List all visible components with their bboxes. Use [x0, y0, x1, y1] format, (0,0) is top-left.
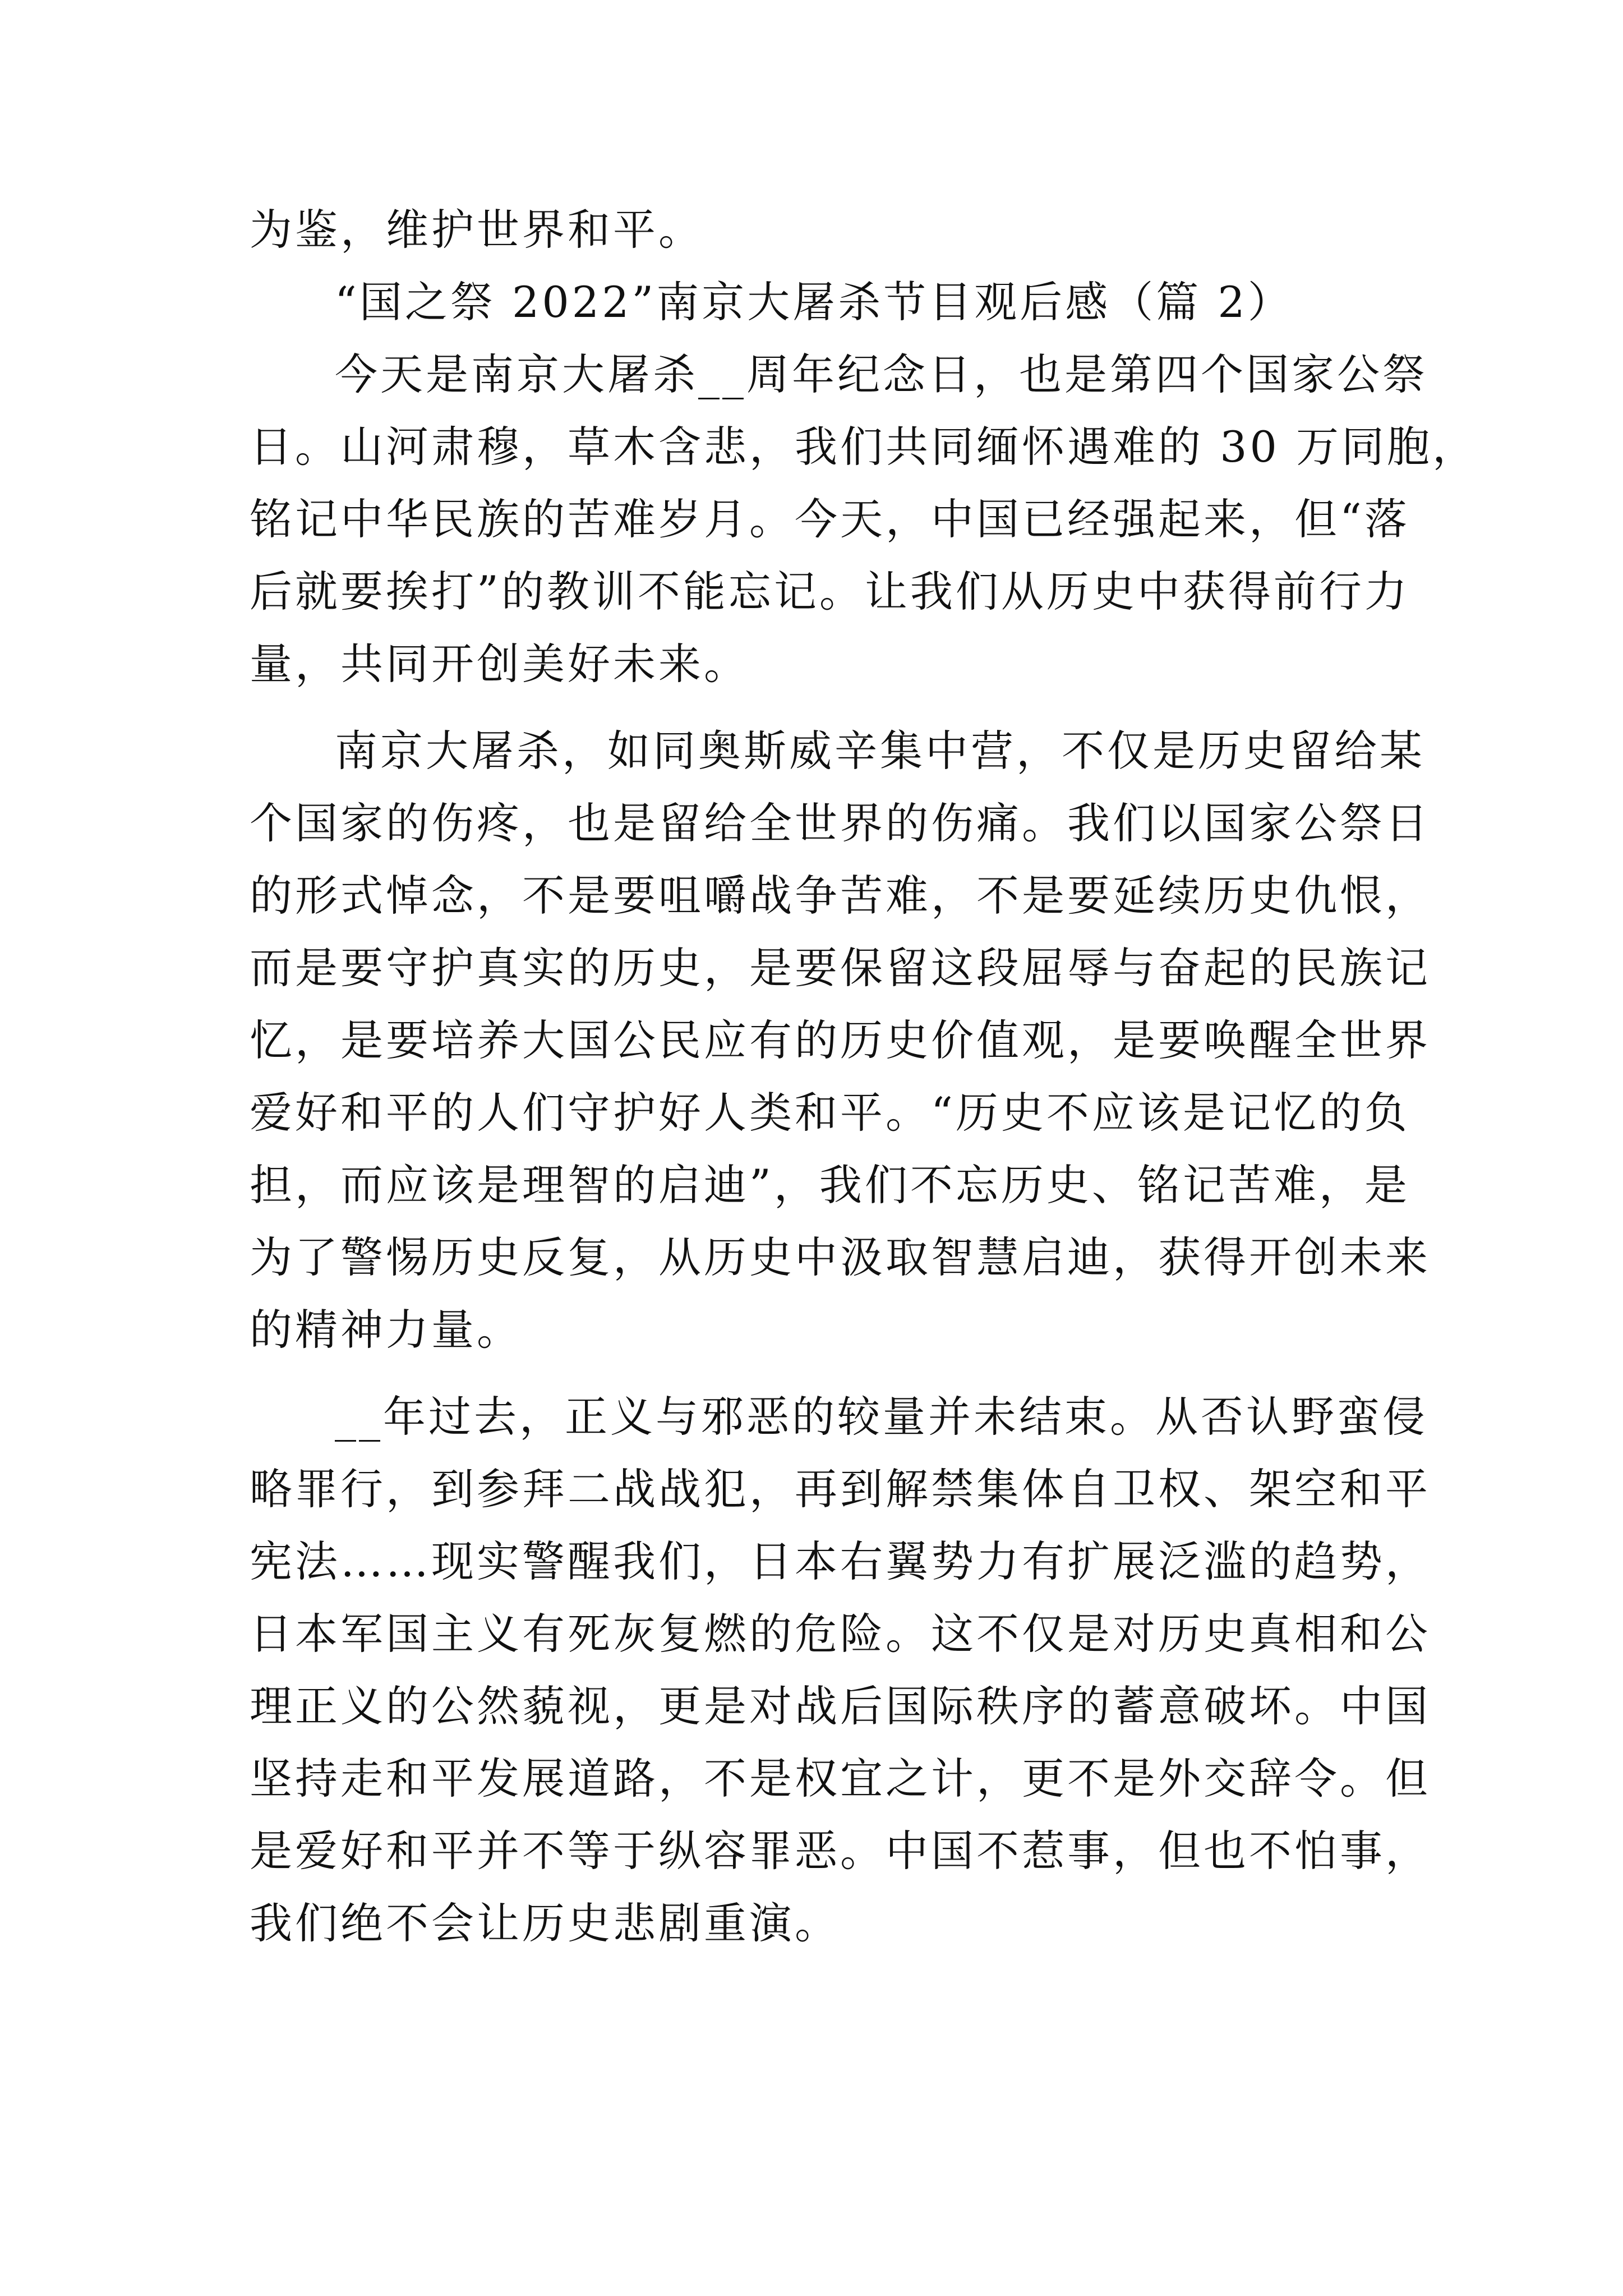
- paragraph-3: [250, 1381, 1431, 1959]
- text-line: 日。山河肃穆，草木含悲，我们共同缅怀遇难的 30 万同胞，: [250, 422, 1478, 472]
- paragraph-2: [250, 715, 1431, 1366]
- paragraph-1: [250, 338, 1478, 700]
- text-line: 理正义的公然藐视，更是对战后国际秩序的蓄意破坏。中国: [250, 1681, 1431, 1731]
- text-line: 而是要守护真实的历史，是要保留这段屈辱与奋起的民族记: [250, 943, 1431, 993]
- text-line: 坚持走和平发展道路，不是权宜之计，更不是外交辞令。但: [250, 1754, 1431, 1803]
- text-line: 宪法……现实警醒我们，日本右翼势力有扩展泛滥的趋势，: [250, 1536, 1431, 1586]
- text-line: 日本军国主义有死灰复燃的危险。这不仅是对历史真相和公: [250, 1609, 1431, 1659]
- text-line: 南京大屠杀，如同奥斯威辛集中营，不仅是历史留给某: [335, 726, 1425, 776]
- text-line: 个国家的伤疼，也是留给全世界的伤痛。我们以国家公祭日: [250, 798, 1431, 848]
- text-line: 为鉴，维护世界和平。: [250, 205, 704, 255]
- document-body: [250, 194, 1478, 1959]
- text-line: 今天是南京大屠杀__周年纪念日，也是第四个国家公祭: [335, 349, 1428, 399]
- text-line: 量，共同开创美好未来。: [250, 639, 749, 689]
- text-line: 是爱好和平并不等于纵容罪恶。中国不惹事，但也不怕事，: [250, 1826, 1431, 1876]
- section-title: [250, 266, 1382, 338]
- text-line: 的精神力量。: [250, 1305, 522, 1355]
- text-line: 的形式悼念，不是要咀嚼战争苦难，不是要延续历史仇恨，: [250, 871, 1431, 921]
- text-line: 后就要挨打”的教训不能忘记。让我们从历史中获得前行力: [250, 567, 1410, 616]
- text-line: 担，而应该是理智的启迪”，我们不忘历史、铭记苦难，是: [250, 1160, 1410, 1210]
- text-line: 爱好和平的人们守护好人类和平。“历史不应该是记忆的负: [250, 1088, 1410, 1138]
- continuation-paragraph: [250, 194, 1382, 266]
- text-line: 铭记中华民族的苦难岁月。今天，中国已经强起来，但“落: [250, 494, 1410, 544]
- text-line: 忆，是要培养大国公民应有的历史价值观，是要唤醒全世界: [250, 1015, 1431, 1065]
- text-line: 我们绝不会让历史悲剧重演。: [250, 1898, 840, 1948]
- text-line: __年过去，正义与邪恶的较量并未结束。从否认野蛮侵: [335, 1392, 1428, 1442]
- text-line: 略罪行，到参拜二战战犯，再到解禁集体自卫权、架空和平: [250, 1464, 1431, 1514]
- text-line: 为了警惕历史反复，从历史中汲取智慧启迪，获得开创未来: [250, 1232, 1431, 1282]
- title-line: “国之祭 2022”南京大屠杀节目观后感（篇 2）: [335, 277, 1293, 327]
